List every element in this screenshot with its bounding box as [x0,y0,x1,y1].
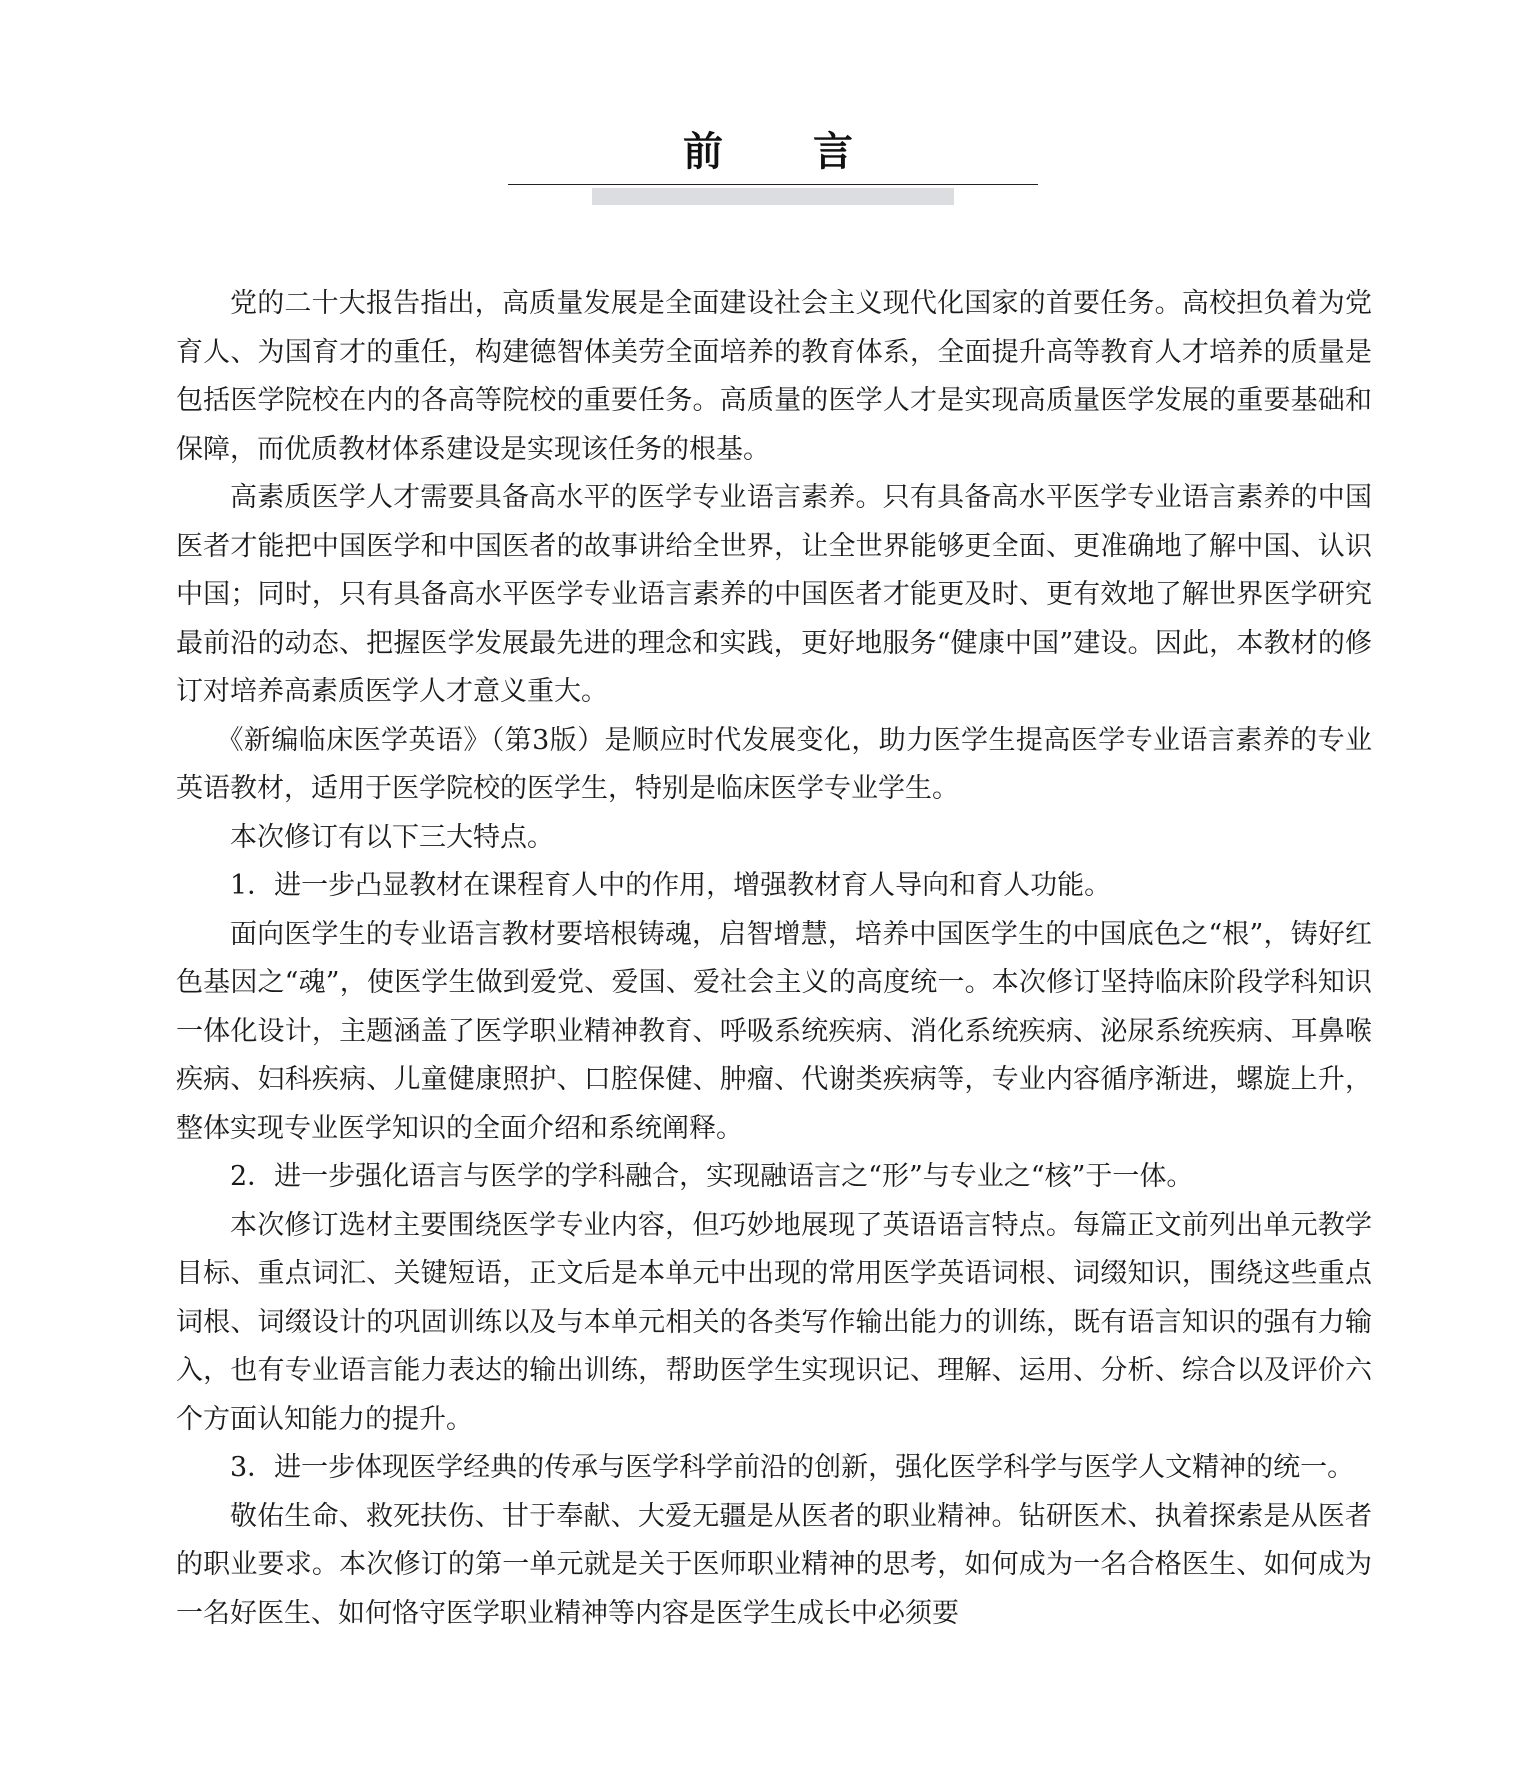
title-underline [508,184,1038,185]
title-shade-bar [592,188,954,205]
paragraph-7: 敬佑生命、救死扶伤、甘于奉献、大爱无疆是从医者的职业精神。钻研医术、执着探索是从医者的职业要求。本次修订的第一单元就是关于医师职业精神的思考，如何成为一名合格医生、如何成为一名好医生、如何恪守医学职业精神等内容是医学生成长中必须要 [176,1500,1372,1629]
page-title: 前言 [683,128,943,175]
paragraph-4: 本次修订有以下三大特点。 [230,821,554,853]
preface-body [176,280,1372,1638]
feature-heading-1: 1．进一步凸显教材在课程育人中的作用，增强教材育人导向和育人功能。 [230,870,1112,901]
page-header [0,0,1536,230]
paragraph-1: 党的二十大报告指出，高质量发展是全面建设社会主义现代化国家的首要任务。高校担负着为党育人、为国育才的重任，构建德智体美劳全面培养的教育体系，全面提升高等教育人才培养的质量是包括医学院校在内的各高等院校的重要任务。高质量的医学人才是实现高质量医学发展的重要基础和保障，而优质教材体系建设是实现该任务的根基。 [176,288,1372,465]
feature-heading-2: 2．进一步强化语言与医学的学科融合，实现融语言之“形”与专业之“核”于一体。 [230,1161,1194,1192]
feature-heading-3: 3．进一步体现医学经典的传承与医学科学前沿的创新，强化医学科学与医学人文精神的统一。 [230,1452,1355,1483]
paragraph-2: 高素质医学人才需要具备高水平的医学专业语言素养。只有具备高水平医学专业语言素养的中国医者才能把中国医学和中国医者的故事讲给全世界，让全世界能够更全面、更准确地了解中国、认识中国；同时，只有具备高水平医学专业语言素养的中国医者才能更及时、更有效地了解世界医学研究最前沿的动态、把握医学发展最先进的理念和实践，更好地服务“健康中国”建设。因此，本教材的修订对培养高素质医学人才意义重大。 [176,482,1372,707]
paragraph-5: 面向医学生的专业语言教材要培根铸魂，启智增慧，培养中国医学生的中国底色之“根”，铸好红色基因之“魂”，使医学生做到爱党、爱国、爱社会主义的高度统一。本次修订坚持临床阶段学科知识一体化设计，主题涵盖了医学职业精神教育、呼吸系统疾病、消化系统疾病、泌尿系统疾病、耳鼻喉疾病、妇科疾病、儿童健康照护、口腔保健、肿瘤、代谢类疾病等，专业内容循序渐进，螺旋上升，整体实现专业医学知识的全面介绍和系统阐释。 [176,918,1372,1144]
paragraph-3: 《新编临床医学英语》（第3版）是顺应时代发展变化，助力医学生提高医学专业语言素养的专业英语教材，适用于医学院校的医学生，特别是临床医学专业学生。 [176,724,1372,804]
paragraph-6: 本次修订选材主要围绕医学专业内容，但巧妙地展现了英语语言特点。每篇正文前列出单元教学目标、重点词汇、关键短语，正文后是本单元中出现的常用医学英语词根、词缀知识，围绕这些重点词根、词缀设计的巩固训练以及与本单元相关的各类写作输出能力的训练，既有语言知识的强有力输入，也有专业语言能力表达的输出训练，帮助医学生实现识记、理解、运用、分析、综合以及评价六个方面认知能力的提升。 [176,1209,1372,1435]
